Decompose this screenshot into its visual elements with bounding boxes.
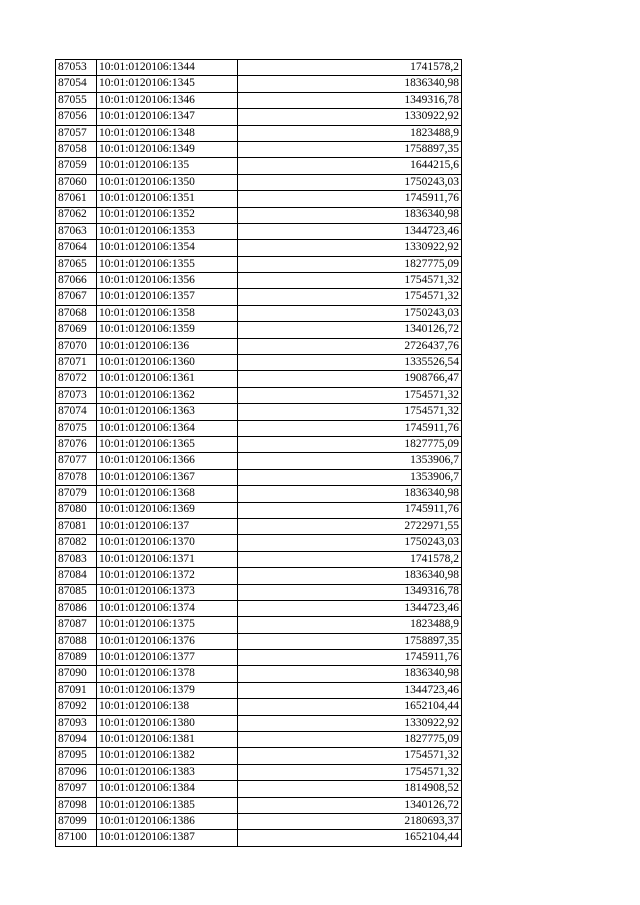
cadastral-number-cell: 10:01:0120106:1344 — [97, 60, 238, 76]
table-row — [56, 830, 462, 846]
cadastral-value-cell: 1652104,44 — [238, 699, 462, 715]
table-row — [56, 420, 462, 436]
cadastral-value-cell: 1349316,78 — [238, 584, 462, 600]
cadastral-value-cell: 1754571,32 — [238, 404, 462, 420]
cadastral-value-cell: 1823488,9 — [238, 125, 462, 141]
row-number-cell: 87097 — [56, 781, 97, 797]
cadastral-value-cell: 1745911,76 — [238, 650, 462, 666]
cadastral-value-cell: 1750243,03 — [238, 174, 462, 190]
cadastral-value-cell: 1344723,46 — [238, 600, 462, 616]
table-row — [56, 273, 462, 289]
table-row — [56, 109, 462, 125]
row-number-cell: 87074 — [56, 404, 97, 420]
cadastral-number-cell: 10:01:0120106:137 — [97, 518, 238, 534]
cadastral-value-cell: 1823488,9 — [238, 617, 462, 633]
table-row — [56, 600, 462, 616]
table-row — [56, 207, 462, 223]
cadastral-value-cell: 1827775,09 — [238, 732, 462, 748]
table-row — [56, 371, 462, 387]
cadastral-number-cell: 10:01:0120106:1377 — [97, 650, 238, 666]
table-row — [56, 174, 462, 190]
cadastral-number-cell: 10:01:0120106:1376 — [97, 633, 238, 649]
table-row — [56, 502, 462, 518]
cadastral-number-cell: 10:01:0120106:1385 — [97, 797, 238, 813]
table-row — [56, 469, 462, 485]
row-number-cell: 87077 — [56, 453, 97, 469]
cadastral-value-cell: 1330922,92 — [238, 715, 462, 731]
row-number-cell: 87092 — [56, 699, 97, 715]
row-number-cell: 87084 — [56, 568, 97, 584]
cadastral-value-cell: 1754571,32 — [238, 273, 462, 289]
cadastral-number-cell: 10:01:0120106:1352 — [97, 207, 238, 223]
table-row — [56, 355, 462, 371]
cadastral-number-cell: 10:01:0120106:1351 — [97, 191, 238, 207]
cadastral-number-cell: 10:01:0120106:1368 — [97, 486, 238, 502]
cadastral-number-cell: 10:01:0120106:1371 — [97, 551, 238, 567]
cadastral-value-cell: 1836340,98 — [238, 666, 462, 682]
table-row — [56, 256, 462, 272]
cadastral-value-cell: 1750243,03 — [238, 535, 462, 551]
row-number-cell: 87055 — [56, 92, 97, 108]
cadastral-value-cell: 1836340,98 — [238, 76, 462, 92]
table-row — [56, 732, 462, 748]
row-number-cell: 87067 — [56, 289, 97, 305]
table-row — [56, 584, 462, 600]
table-row — [56, 387, 462, 403]
row-number-cell: 87079 — [56, 486, 97, 502]
cadastral-number-cell: 10:01:0120106:1370 — [97, 535, 238, 551]
cadastral-number-cell: 10:01:0120106:1378 — [97, 666, 238, 682]
table-row — [56, 338, 462, 354]
cadastral-value-cell: 1353906,7 — [238, 469, 462, 485]
cadastral-value-cell: 1754571,32 — [238, 387, 462, 403]
cadastral-number-cell: 10:01:0120106:1383 — [97, 764, 238, 780]
table-row — [56, 486, 462, 502]
table-row — [56, 289, 462, 305]
cadastral-value-cell: 1340126,72 — [238, 797, 462, 813]
row-number-cell: 87071 — [56, 355, 97, 371]
cadastral-value-cell: 1330922,92 — [238, 240, 462, 256]
row-number-cell: 87083 — [56, 551, 97, 567]
table-row — [56, 76, 462, 92]
cadastral-number-cell: 10:01:0120106:1384 — [97, 781, 238, 797]
cadastral-value-cell: 1814908,52 — [238, 781, 462, 797]
table-row — [56, 404, 462, 420]
row-number-cell: 87061 — [56, 191, 97, 207]
table-row — [56, 223, 462, 239]
cadastral-value-cell: 1836340,98 — [238, 486, 462, 502]
cadastral-value-cell: 1349316,78 — [238, 92, 462, 108]
cadastral-value-cell: 1908766,47 — [238, 371, 462, 387]
cadastral-number-cell: 10:01:0120106:136 — [97, 338, 238, 354]
cadastral-number-cell: 10:01:0120106:1380 — [97, 715, 238, 731]
row-number-cell: 87081 — [56, 518, 97, 534]
row-number-cell: 87088 — [56, 633, 97, 649]
cadastral-value-cell: 1836340,98 — [238, 207, 462, 223]
table-row — [56, 436, 462, 452]
cadastral-number-cell: 10:01:0120106:1347 — [97, 109, 238, 125]
cadastral-value-cell: 1340126,72 — [238, 322, 462, 338]
cadastral-number-cell: 10:01:0120106:1345 — [97, 76, 238, 92]
cadastral-value-cell: 1754571,32 — [238, 764, 462, 780]
cadastral-value-cell: 1754571,32 — [238, 748, 462, 764]
table-row — [56, 764, 462, 780]
cadastral-value-cell: 1344723,46 — [238, 682, 462, 698]
cadastral-value-cell: 2726437,76 — [238, 338, 462, 354]
table-row — [56, 305, 462, 321]
cadastral-number-cell: 10:01:0120106:1350 — [97, 174, 238, 190]
row-number-cell: 87059 — [56, 158, 97, 174]
cadastral-number-cell: 10:01:0120106:1364 — [97, 420, 238, 436]
cadastral-number-cell: 10:01:0120106:1362 — [97, 387, 238, 403]
table-row — [56, 453, 462, 469]
table-row — [56, 813, 462, 829]
cadastral-number-cell: 10:01:0120106:1360 — [97, 355, 238, 371]
row-number-cell: 87072 — [56, 371, 97, 387]
row-number-cell: 87098 — [56, 797, 97, 813]
table-row — [56, 797, 462, 813]
table-row — [56, 748, 462, 764]
cadastral-number-cell: 10:01:0120106:1358 — [97, 305, 238, 321]
cadastral-number-cell: 10:01:0120106:1356 — [97, 273, 238, 289]
row-number-cell: 87069 — [56, 322, 97, 338]
table-row — [56, 551, 462, 567]
table-row — [56, 633, 462, 649]
row-number-cell: 87094 — [56, 732, 97, 748]
cadastral-number-cell: 10:01:0120106:1357 — [97, 289, 238, 305]
cadastral-number-cell: 10:01:0120106:1372 — [97, 568, 238, 584]
row-number-cell: 87056 — [56, 109, 97, 125]
cadastral-number-cell: 10:01:0120106:1365 — [97, 436, 238, 452]
cadastral-number-cell: 10:01:0120106:1387 — [97, 830, 238, 846]
cadastral-number-cell: 10:01:0120106:1382 — [97, 748, 238, 764]
table-row — [56, 141, 462, 157]
cadastral-value-cell: 1344723,46 — [238, 223, 462, 239]
row-number-cell: 87087 — [56, 617, 97, 633]
table-row — [56, 322, 462, 338]
cadastral-number-cell: 10:01:0120106:1346 — [97, 92, 238, 108]
row-number-cell: 87086 — [56, 600, 97, 616]
row-number-cell: 87089 — [56, 650, 97, 666]
cadastral-value-cell: 1335526,54 — [238, 355, 462, 371]
row-number-cell: 87096 — [56, 764, 97, 780]
cadastral-value-cell: 1652104,44 — [238, 830, 462, 846]
cadastral-number-cell: 10:01:0120106:1374 — [97, 600, 238, 616]
cadastral-number-cell: 10:01:0120106:1348 — [97, 125, 238, 141]
cadastral-number-cell: 10:01:0120106:1375 — [97, 617, 238, 633]
cadastral-value-cell: 1745911,76 — [238, 191, 462, 207]
cadastral-number-cell: 10:01:0120106:1386 — [97, 813, 238, 829]
row-number-cell: 87053 — [56, 60, 97, 76]
table-row — [56, 781, 462, 797]
cadastral-value-cell: 1745911,76 — [238, 420, 462, 436]
cadastral-value-cell: 1758897,35 — [238, 633, 462, 649]
row-number-cell: 87080 — [56, 502, 97, 518]
cadastral-value-cell: 1827775,09 — [238, 256, 462, 272]
row-number-cell: 87062 — [56, 207, 97, 223]
cadastral-value-cell: 1754571,32 — [238, 289, 462, 305]
table-row — [56, 240, 462, 256]
row-number-cell: 87073 — [56, 387, 97, 403]
cadastral-number-cell: 10:01:0120106:1361 — [97, 371, 238, 387]
cadastral-value-cell: 1741578,2 — [238, 60, 462, 76]
cadastral-number-cell: 10:01:0120106:138 — [97, 699, 238, 715]
row-number-cell: 87082 — [56, 535, 97, 551]
cadastral-value-cell: 1644215,6 — [238, 158, 462, 174]
cadastral-number-cell: 10:01:0120106:1355 — [97, 256, 238, 272]
row-number-cell: 87070 — [56, 338, 97, 354]
table-row — [56, 158, 462, 174]
row-number-cell: 87054 — [56, 76, 97, 92]
row-number-cell: 87090 — [56, 666, 97, 682]
data-table — [55, 59, 462, 847]
row-number-cell: 87078 — [56, 469, 97, 485]
cadastral-number-cell: 10:01:0120106:1349 — [97, 141, 238, 157]
table-row — [56, 518, 462, 534]
row-number-cell: 87093 — [56, 715, 97, 731]
row-number-cell: 87058 — [56, 141, 97, 157]
table-body — [56, 60, 462, 847]
row-number-cell: 87063 — [56, 223, 97, 239]
cadastral-number-cell: 10:01:0120106:1354 — [97, 240, 238, 256]
cadastral-value-cell: 1745911,76 — [238, 502, 462, 518]
cadastral-value-cell: 1353906,7 — [238, 453, 462, 469]
row-number-cell: 87064 — [56, 240, 97, 256]
cadastral-number-cell: 10:01:0120106:1353 — [97, 223, 238, 239]
cadastral-number-cell: 10:01:0120106:1363 — [97, 404, 238, 420]
row-number-cell: 87068 — [56, 305, 97, 321]
row-number-cell: 87057 — [56, 125, 97, 141]
row-number-cell: 87060 — [56, 174, 97, 190]
row-number-cell: 87076 — [56, 436, 97, 452]
cadastral-value-cell: 1758897,35 — [238, 141, 462, 157]
table-row — [56, 92, 462, 108]
table-row — [56, 617, 462, 633]
cadastral-number-cell: 10:01:0120106:1359 — [97, 322, 238, 338]
table-row — [56, 666, 462, 682]
row-number-cell: 87066 — [56, 273, 97, 289]
cadastral-value-cell: 1741578,2 — [238, 551, 462, 567]
cadastral-value-cell: 1750243,03 — [238, 305, 462, 321]
cadastral-number-cell: 10:01:0120106:1381 — [97, 732, 238, 748]
cadastral-number-cell: 10:01:0120106:1379 — [97, 682, 238, 698]
table-row — [56, 191, 462, 207]
table-row — [56, 568, 462, 584]
row-number-cell: 87085 — [56, 584, 97, 600]
row-number-cell: 87091 — [56, 682, 97, 698]
row-number-cell: 87099 — [56, 813, 97, 829]
cadastral-value-cell: 1836340,98 — [238, 568, 462, 584]
row-number-cell: 87095 — [56, 748, 97, 764]
cadastral-value-cell: 1827775,09 — [238, 436, 462, 452]
row-number-cell: 87065 — [56, 256, 97, 272]
row-number-cell: 87100 — [56, 830, 97, 846]
cadastral-value-cell: 2180693,37 — [238, 813, 462, 829]
cadastral-value-cell: 2722971,55 — [238, 518, 462, 534]
cadastral-value-cell: 1330922,92 — [238, 109, 462, 125]
row-number-cell: 87075 — [56, 420, 97, 436]
table-row — [56, 535, 462, 551]
cadastral-number-cell: 10:01:0120106:1373 — [97, 584, 238, 600]
table-row — [56, 715, 462, 731]
table-row — [56, 60, 462, 76]
table-row — [56, 699, 462, 715]
cadastral-number-cell: 10:01:0120106:1369 — [97, 502, 238, 518]
table-row — [56, 125, 462, 141]
table-row — [56, 650, 462, 666]
cadastral-number-cell: 10:01:0120106:1367 — [97, 469, 238, 485]
cadastral-number-cell: 10:01:0120106:135 — [97, 158, 238, 174]
cadastral-number-cell: 10:01:0120106:1366 — [97, 453, 238, 469]
table-row — [56, 682, 462, 698]
